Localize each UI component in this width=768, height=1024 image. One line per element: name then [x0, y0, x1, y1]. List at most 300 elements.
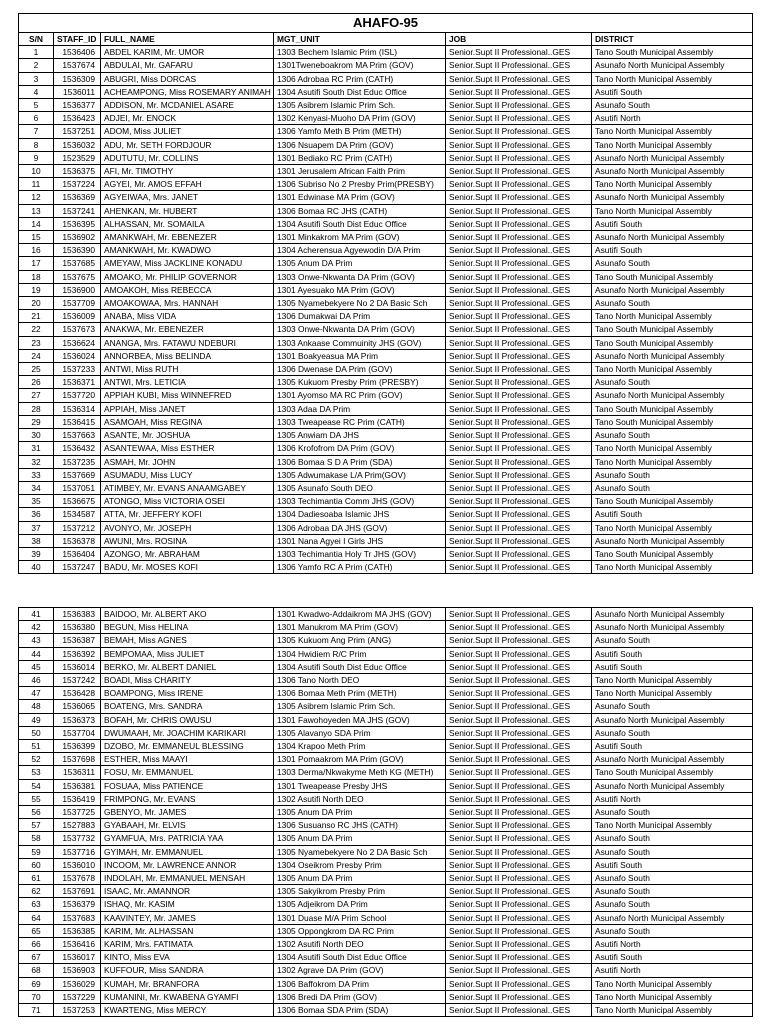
cell-full-name: ANTWI, Miss RUTH — [101, 363, 274, 376]
cell-district: Asutifi North — [592, 792, 753, 805]
cell-sn: 66 — [19, 938, 54, 951]
cell-staff-id: 1536011 — [54, 85, 101, 98]
cell-staff-id: 1537235 — [54, 455, 101, 468]
cell-full-name: AFI, Mr. TIMOTHY — [101, 165, 274, 178]
cell-job: Senior.Supt II Professional..GES — [446, 191, 592, 204]
cell-job: Senior.Supt II Professional..GES — [446, 647, 592, 660]
cell-mgt-unit: 1305 Asibrem Islamic Prim Sch. — [274, 700, 446, 713]
cell-full-name: BOFAH, Mr. CHRIS OWUSU — [101, 713, 274, 726]
cell-sn: 42 — [19, 621, 54, 634]
cell-sn: 32 — [19, 455, 54, 468]
cell-district: Tano South Municipal Assembly — [592, 323, 753, 336]
cell-staff-id: 1536406 — [54, 46, 101, 59]
cell-district: Tano North Municipal Assembly — [592, 561, 753, 574]
cell-full-name: KUFFOUR, Miss SANDRA — [101, 964, 274, 977]
cell-full-name: ASAMOAH, Miss REGINA — [101, 415, 274, 428]
cell-staff-id: 1536009 — [54, 310, 101, 323]
cell-staff-id: 1537241 — [54, 204, 101, 217]
cell-full-name: KARIM, Mr. ALHASSAN — [101, 924, 274, 937]
cell-staff-id: 1523529 — [54, 151, 101, 164]
cell-sn: 48 — [19, 700, 54, 713]
table-row — [19, 85, 753, 98]
cell-job: Senior.Supt II Professional..GES — [446, 806, 592, 819]
cell-sn: 65 — [19, 924, 54, 937]
cell-full-name: ATIMBEY, Mr. EVANS ANAAMGABEY — [101, 481, 274, 494]
cell-mgt-unit: 1304 Asutifi South Dist Educ Office — [274, 85, 446, 98]
table-row — [19, 244, 753, 257]
cell-sn: 58 — [19, 832, 54, 845]
table-row — [19, 257, 753, 270]
cell-sn: 68 — [19, 964, 54, 977]
cell-job: Senior.Supt II Professional..GES — [446, 898, 592, 911]
cell-mgt-unit: 1303 Tweapease RC Prim (CATH) — [274, 415, 446, 428]
cell-full-name: KAAVINTEY, Mr. JAMES — [101, 911, 274, 924]
cell-job: Senior.Supt II Professional..GES — [446, 481, 592, 494]
cell-job: Senior.Supt II Professional..GES — [446, 138, 592, 151]
cell-mgt-unit: 1305 Anum DA Prim — [274, 872, 446, 885]
cell-sn: 37 — [19, 521, 54, 534]
cell-full-name: KARIM, Mrs. FATIMATA — [101, 938, 274, 951]
cell-sn: 63 — [19, 898, 54, 911]
cell-district: Asunafo South — [592, 429, 753, 442]
cell-full-name: ASUMADU, Miss LUCY — [101, 468, 274, 481]
cell-sn: 34 — [19, 481, 54, 494]
cell-job: Senior.Supt II Professional..GES — [446, 938, 592, 951]
table-row — [19, 191, 753, 204]
table-row — [19, 468, 753, 481]
cell-sn: 71 — [19, 1004, 54, 1017]
cell-job: Senior.Supt II Professional..GES — [446, 819, 592, 832]
cell-district: Asunafo North Municipal Assembly — [592, 349, 753, 362]
cell-district: Asutifi South — [592, 740, 753, 753]
cell-full-name: ANAKWA, Mr. EBENEZER — [101, 323, 274, 336]
cell-mgt-unit: 1303 Onwe-Nkwanta DA Prim (GOV) — [274, 323, 446, 336]
cell-district: Tano North Municipal Assembly — [592, 687, 753, 700]
table-row — [19, 1004, 753, 1017]
cell-district: Asutifi South — [592, 858, 753, 871]
cell-job: Senior.Supt II Professional..GES — [446, 753, 592, 766]
table-row — [19, 270, 753, 283]
cell-job: Senior.Supt II Professional..GES — [446, 323, 592, 336]
cell-full-name: GYABAAH, Mr. ELVIS — [101, 819, 274, 832]
cell-sn: 11 — [19, 178, 54, 191]
cell-sn: 10 — [19, 165, 54, 178]
cell-job: Senior.Supt II Professional..GES — [446, 508, 592, 521]
cell-job: Senior.Supt II Professional..GES — [446, 151, 592, 164]
cell-sn: 51 — [19, 740, 54, 753]
cell-mgt-unit: 1306 Baffokrom DA Prim — [274, 977, 446, 990]
cell-full-name: ASANTE, Mr. JOSHUA — [101, 429, 274, 442]
cell-district: Tano North Municipal Assembly — [592, 990, 753, 1003]
cell-mgt-unit: 1304 Asutifi South Dist Educ Office — [274, 951, 446, 964]
cell-job: Senior.Supt II Professional..GES — [446, 924, 592, 937]
cell-district: Asutifi South — [592, 951, 753, 964]
cell-job: Senior.Supt II Professional..GES — [446, 336, 592, 349]
cell-mgt-unit: 1305 Anum DA Prim — [274, 832, 446, 845]
table-row — [19, 621, 753, 634]
cell-full-name: ESTHER, Miss MAAYI — [101, 753, 274, 766]
cell-mgt-unit: 1305 Anwiam DA JHS — [274, 429, 446, 442]
table-row — [19, 977, 753, 990]
table-row — [19, 845, 753, 858]
cell-mgt-unit: 1306 Subriso No 2 Presby Prim(PRESBY) — [274, 178, 446, 191]
col-header-mgt-unit: MGT_UNIT — [274, 33, 446, 46]
cell-job: Senior.Supt II Professional..GES — [446, 231, 592, 244]
cell-staff-id: 1536387 — [54, 634, 101, 647]
cell-full-name: GYAMFUA, Mrs. PATRICIA YAA — [101, 832, 274, 845]
cell-job: Senior.Supt II Professional..GES — [446, 455, 592, 468]
col-header-staff-id: STAFF_ID — [54, 33, 101, 46]
cell-district: Asunafo South — [592, 872, 753, 885]
cell-staff-id: 1537685 — [54, 257, 101, 270]
cell-staff-id: 1537704 — [54, 726, 101, 739]
cell-staff-id: 1537247 — [54, 561, 101, 574]
cell-district: Asunafo South — [592, 700, 753, 713]
cell-district: Asutifi South — [592, 244, 753, 257]
table-row — [19, 151, 753, 164]
cell-mgt-unit: 1306 Krofofrom DA Prim (GOV) — [274, 442, 446, 455]
table-row — [19, 561, 753, 574]
table-row — [19, 495, 753, 508]
table-row — [19, 481, 753, 494]
cell-mgt-unit: 1301 Tweapease Presby JHS — [274, 779, 446, 792]
cell-district: Asutifi South — [592, 508, 753, 521]
table-row — [19, 766, 753, 779]
cell-sn: 27 — [19, 389, 54, 402]
table-row — [19, 125, 753, 138]
table-row — [19, 779, 753, 792]
cell-district: Tano South Municipal Assembly — [592, 270, 753, 283]
cell-mgt-unit: 1305 Nyamebekyere No 2 DA Basic Sch — [274, 297, 446, 310]
cell-full-name: ABDEL KARIM, Mr. UMOR — [101, 46, 274, 59]
cell-staff-id: 1536390 — [54, 244, 101, 257]
table-title-row — [19, 14, 753, 33]
cell-district: Asunafo South — [592, 634, 753, 647]
cell-district: Asutifi North — [592, 964, 753, 977]
column-header-row — [19, 33, 753, 46]
cell-district: Tano South Municipal Assembly — [592, 336, 753, 349]
cell-job: Senior.Supt II Professional..GES — [446, 376, 592, 389]
cell-job: Senior.Supt II Professional..GES — [446, 1004, 592, 1017]
cell-job: Senior.Supt II Professional..GES — [446, 561, 592, 574]
cell-job: Senior.Supt II Professional..GES — [446, 885, 592, 898]
cell-staff-id: 1536017 — [54, 951, 101, 964]
cell-sn: 2 — [19, 59, 54, 72]
table-row — [19, 349, 753, 362]
table-row — [19, 310, 753, 323]
cell-mgt-unit: 1305 Kukuom Ang Prim (ANG) — [274, 634, 446, 647]
cell-full-name: AMANKWAH, Mr. KWADWO — [101, 244, 274, 257]
cell-district: Asunafo South — [592, 885, 753, 898]
cell-full-name: BOAMPONG, Miss IRENE — [101, 687, 274, 700]
cell-full-name: ATTA, Mr. JEFFERY KOFI — [101, 508, 274, 521]
cell-staff-id: 1536900 — [54, 283, 101, 296]
cell-staff-id: 1537720 — [54, 389, 101, 402]
cell-sn: 41 — [19, 608, 54, 621]
cell-staff-id: 1536369 — [54, 191, 101, 204]
cell-job: Senior.Supt II Professional..GES — [446, 726, 592, 739]
cell-mgt-unit: 1301 Bediako RC Prim (CATH) — [274, 151, 446, 164]
cell-job: Senior.Supt II Professional..GES — [446, 349, 592, 362]
cell-sn: 39 — [19, 547, 54, 560]
table-row — [19, 231, 753, 244]
cell-staff-id: 1536383 — [54, 608, 101, 621]
cell-sn: 14 — [19, 217, 54, 230]
cell-sn: 49 — [19, 713, 54, 726]
cell-full-name: KWARTENG, Miss MERCY — [101, 1004, 274, 1017]
cell-full-name: AZONGO, Mr. ABRAHAM — [101, 547, 274, 560]
cell-job: Senior.Supt II Professional..GES — [446, 964, 592, 977]
cell-sn: 5 — [19, 99, 54, 112]
cell-staff-id: 1537732 — [54, 832, 101, 845]
cell-job: Senior.Supt II Professional..GES — [446, 792, 592, 805]
cell-full-name: ADU, Mr. SETH FORDJOUR — [101, 138, 274, 151]
cell-job: Senior.Supt II Professional..GES — [446, 951, 592, 964]
table-row — [19, 608, 753, 621]
cell-staff-id: 1536377 — [54, 99, 101, 112]
cell-full-name: BAIDOO, Mr. ALBERT AKO — [101, 608, 274, 621]
cell-mgt-unit: 1303 Ankaase Commuinity JHS (GOV) — [274, 336, 446, 349]
staff-table-page2 — [18, 607, 753, 1017]
table-row — [19, 547, 753, 560]
cell-sn: 20 — [19, 297, 54, 310]
cell-district: Tano North Municipal Assembly — [592, 442, 753, 455]
table-row — [19, 990, 753, 1003]
cell-sn: 46 — [19, 674, 54, 687]
cell-job: Senior.Supt II Professional..GES — [446, 310, 592, 323]
cell-job: Senior.Supt II Professional..GES — [446, 547, 592, 560]
cell-district: Asunafo North Municipal Assembly — [592, 59, 753, 72]
cell-job: Senior.Supt II Professional..GES — [446, 363, 592, 376]
cell-job: Senior.Supt II Professional..GES — [446, 674, 592, 687]
cell-mgt-unit: 1303 Adaa DA Prim — [274, 402, 446, 415]
cell-sn: 4 — [19, 85, 54, 98]
cell-job: Senior.Supt II Professional..GES — [446, 389, 592, 402]
cell-full-name: KINTO, Miss EVA — [101, 951, 274, 964]
cell-staff-id: 1536024 — [54, 349, 101, 362]
table-row — [19, 389, 753, 402]
cell-district: Asunafo North Municipal Assembly — [592, 151, 753, 164]
cell-sn: 21 — [19, 310, 54, 323]
cell-full-name: ADUTUTU, Mr. COLLINS — [101, 151, 274, 164]
cell-district: Tano North Municipal Assembly — [592, 204, 753, 217]
table-title: AHAFO-95 — [19, 14, 753, 33]
cell-sn: 33 — [19, 468, 54, 481]
table-row — [19, 112, 753, 125]
cell-sn: 22 — [19, 323, 54, 336]
cell-staff-id: 1537669 — [54, 468, 101, 481]
cell-full-name: DWUMAAH, Mr. JOACHIM KARIKARI — [101, 726, 274, 739]
table-row — [19, 700, 753, 713]
cell-mgt-unit: 1301 Fawohoyeden MA JHS (GOV) — [274, 713, 446, 726]
cell-district: Asunafo North Municipal Assembly — [592, 621, 753, 634]
cell-staff-id: 1537709 — [54, 297, 101, 310]
cell-staff-id: 1536419 — [54, 792, 101, 805]
cell-full-name: AMOAKOWAA, Mrs. HANNAH — [101, 297, 274, 310]
cell-full-name: DZOBO, Mr. EMMANEUL BLESSING — [101, 740, 274, 753]
cell-job: Senior.Supt II Professional..GES — [446, 495, 592, 508]
table-row — [19, 832, 753, 845]
cell-full-name: AMANKWAH, Mr. EBENEZER — [101, 231, 274, 244]
table-row — [19, 674, 753, 687]
table-row — [19, 297, 753, 310]
cell-full-name: KUMAH, Mr. BRANFORA — [101, 977, 274, 990]
cell-job: Senior.Supt II Professional..GES — [446, 858, 592, 871]
cell-full-name: BERKO, Mr. ALBERT DANIEL — [101, 660, 274, 673]
cell-staff-id: 1537224 — [54, 178, 101, 191]
table-row — [19, 898, 753, 911]
staff-table-page1 — [18, 13, 753, 574]
table-row — [19, 402, 753, 415]
cell-mgt-unit: 1305 Oppongkrom DA RC Prim — [274, 924, 446, 937]
cell-district: Tano North Municipal Assembly — [592, 521, 753, 534]
cell-staff-id: 1536428 — [54, 687, 101, 700]
cell-district: Asutifi South — [592, 660, 753, 673]
table-row — [19, 455, 753, 468]
table-row — [19, 885, 753, 898]
cell-staff-id: 1536311 — [54, 766, 101, 779]
cell-job: Senior.Supt II Professional..GES — [446, 72, 592, 85]
table-row — [19, 951, 753, 964]
cell-staff-id: 1536416 — [54, 938, 101, 951]
cell-full-name: APPIAH, Miss JANET — [101, 402, 274, 415]
table-row — [19, 753, 753, 766]
cell-job: Senior.Supt II Professional..GES — [446, 217, 592, 230]
cell-staff-id: 1537229 — [54, 990, 101, 1003]
cell-sn: 50 — [19, 726, 54, 739]
cell-district: Asunafo South — [592, 924, 753, 937]
cell-sn: 55 — [19, 792, 54, 805]
cell-full-name: AMEYAW, Miss JACKLINE KONADU — [101, 257, 274, 270]
cell-district: Asunafo South — [592, 99, 753, 112]
table-row — [19, 429, 753, 442]
cell-full-name: APPIAH KUBI, Miss WINNEFRED — [101, 389, 274, 402]
cell-district: Tano South Municipal Assembly — [592, 766, 753, 779]
cell-mgt-unit: 1306 Bomaa Meth Prim (METH) — [274, 687, 446, 700]
cell-full-name: ALHASSAN, Mr. SOMAILA — [101, 217, 274, 230]
cell-staff-id: 1536375 — [54, 165, 101, 178]
table-row — [19, 660, 753, 673]
table-row — [19, 819, 753, 832]
cell-district: Asutifi South — [592, 647, 753, 660]
cell-district: Asunafo South — [592, 376, 753, 389]
table-row — [19, 508, 753, 521]
cell-mgt-unit: 1301Tweneboakrom MA Prim (GOV) — [274, 59, 446, 72]
cell-staff-id: 1536395 — [54, 217, 101, 230]
cell-full-name: INCOOM, Mr. LAWRENCE ANNOR — [101, 858, 274, 871]
cell-staff-id: 1536014 — [54, 660, 101, 673]
cell-sn: 57 — [19, 819, 54, 832]
table-row — [19, 442, 753, 455]
cell-job: Senior.Supt II Professional..GES — [446, 402, 592, 415]
cell-staff-id: 1536415 — [54, 415, 101, 428]
cell-mgt-unit: 1306 Bomaa RC JHS (CATH) — [274, 204, 446, 217]
table-row — [19, 376, 753, 389]
cell-sn: 64 — [19, 911, 54, 924]
cell-staff-id: 1537691 — [54, 885, 101, 898]
cell-full-name: GBENYO, Mr. JAMES — [101, 806, 274, 819]
cell-full-name: ADOM, Miss JULIET — [101, 125, 274, 138]
cell-job: Senior.Supt II Professional..GES — [446, 204, 592, 217]
cell-staff-id: 1536378 — [54, 534, 101, 547]
cell-mgt-unit: 1306 Bomaa SDA Prim (SDA) — [274, 1004, 446, 1017]
cell-staff-id: 1536381 — [54, 779, 101, 792]
cell-staff-id: 1536404 — [54, 547, 101, 560]
cell-mgt-unit: 1303 Derma/Nkwakyme Meth KG (METH) — [274, 766, 446, 779]
cell-job: Senior.Supt II Professional..GES — [446, 608, 592, 621]
cell-mgt-unit: 1306 Adrobaa RC Prim (CATH) — [274, 72, 446, 85]
cell-sn: 13 — [19, 204, 54, 217]
cell-job: Senior.Supt II Professional..GES — [446, 832, 592, 845]
cell-district: Tano North Municipal Assembly — [592, 310, 753, 323]
cell-mgt-unit: 1302 Asutifi North DEO — [274, 792, 446, 805]
cell-district: Tano North Municipal Assembly — [592, 363, 753, 376]
cell-district: Asutifi North — [592, 112, 753, 125]
cell-full-name: ASANTEWAA, Miss ESTHER — [101, 442, 274, 455]
cell-mgt-unit: 1306 Susuanso RC JHS (CATH) — [274, 819, 446, 832]
cell-job: Senior.Supt II Professional..GES — [446, 977, 592, 990]
cell-staff-id: 1536373 — [54, 713, 101, 726]
cell-job: Senior.Supt II Professional..GES — [446, 990, 592, 1003]
cell-staff-id: 1537253 — [54, 1004, 101, 1017]
cell-mgt-unit: 1306 Adrobaa DA JHS (GOV) — [274, 521, 446, 534]
table-row — [19, 647, 753, 660]
cell-sn: 35 — [19, 495, 54, 508]
cell-job: Senior.Supt II Professional..GES — [446, 415, 592, 428]
cell-mgt-unit: 1306 Yamfo RC A Prim (CATH) — [274, 561, 446, 574]
cell-full-name: ANABA, Miss VIDA — [101, 310, 274, 323]
cell-staff-id: 1536380 — [54, 621, 101, 634]
cell-staff-id: 1536309 — [54, 72, 101, 85]
cell-mgt-unit: 1301 Ayomso MA RC Prim (GOV) — [274, 389, 446, 402]
cell-full-name: ANTWI, Mrs. LETICIA — [101, 376, 274, 389]
cell-district: Asunafo North Municipal Assembly — [592, 608, 753, 621]
cell-district: Tano North Municipal Assembly — [592, 1004, 753, 1017]
col-header-job: JOB — [446, 33, 592, 46]
cell-sn: 28 — [19, 402, 54, 415]
cell-sn: 30 — [19, 429, 54, 442]
cell-staff-id: 1536065 — [54, 700, 101, 713]
cell-job: Senior.Supt II Professional..GES — [446, 46, 592, 59]
table-row — [19, 713, 753, 726]
cell-sn: 38 — [19, 534, 54, 547]
cell-full-name: ADJEI, Mr. ENOCK — [101, 112, 274, 125]
cell-full-name: ATONGO, Miss VICTORIA OSEI — [101, 495, 274, 508]
cell-full-name: BADU, Mr. MOSES KOFI — [101, 561, 274, 574]
cell-sn: 53 — [19, 766, 54, 779]
table-row — [19, 872, 753, 885]
cell-staff-id: 1537683 — [54, 911, 101, 924]
cell-staff-id: 1536903 — [54, 964, 101, 977]
cell-job: Senior.Supt II Professional..GES — [446, 297, 592, 310]
table-row — [19, 217, 753, 230]
cell-sn: 8 — [19, 138, 54, 151]
cell-staff-id: 1537663 — [54, 429, 101, 442]
cell-job: Senior.Supt II Professional..GES — [446, 845, 592, 858]
cell-district: Tano North Municipal Assembly — [592, 138, 753, 151]
cell-staff-id: 1536392 — [54, 647, 101, 660]
cell-job: Senior.Supt II Professional..GES — [446, 59, 592, 72]
cell-job: Senior.Supt II Professional..GES — [446, 125, 592, 138]
cell-sn: 67 — [19, 951, 54, 964]
cell-district: Asunafo North Municipal Assembly — [592, 165, 753, 178]
cell-district: Tano South Municipal Assembly — [592, 415, 753, 428]
cell-district: Asunafo South — [592, 297, 753, 310]
table-row — [19, 415, 753, 428]
cell-sn: 44 — [19, 647, 54, 660]
cell-staff-id: 1536675 — [54, 495, 101, 508]
cell-job: Senior.Supt II Professional..GES — [446, 165, 592, 178]
